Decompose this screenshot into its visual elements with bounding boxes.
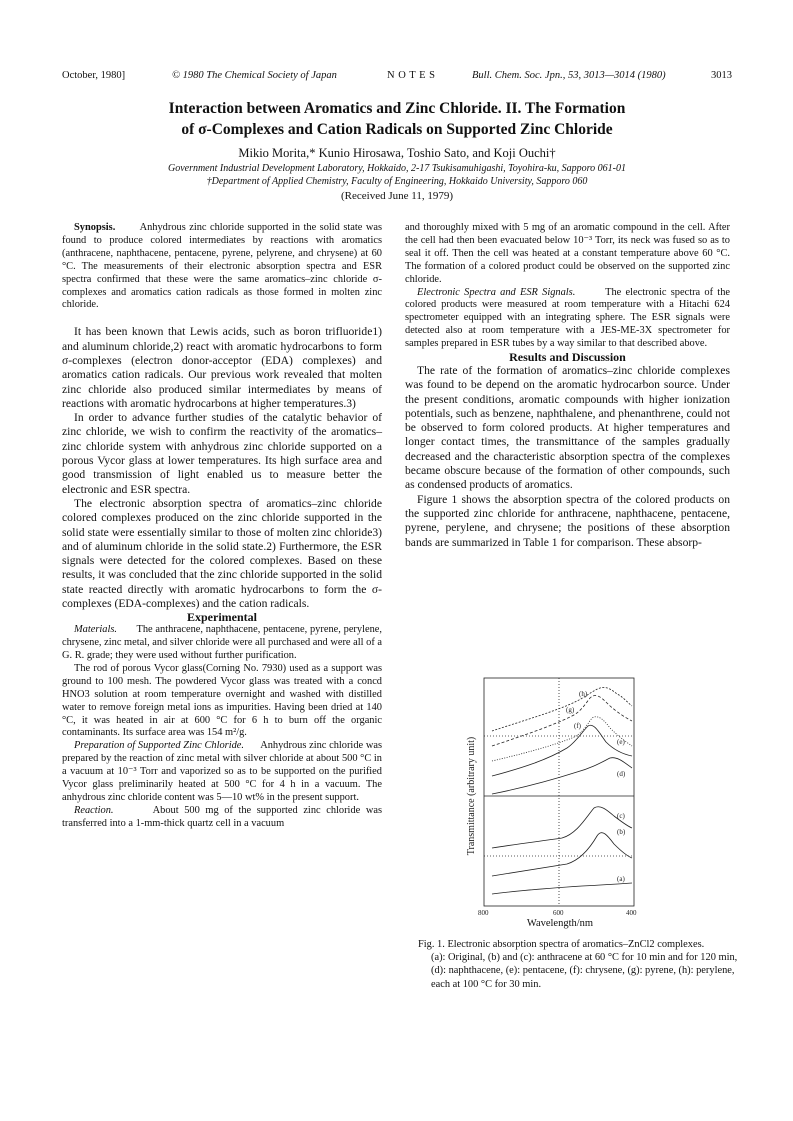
reaction-text: About 500 mg of the supported zinc chloride was transferred into a 1-mm-thick quartz cell in a vacuum [62, 804, 382, 829]
materials-text: The anthracene, naphthacene, pentacene, pyrene, perylene, chrysene, zinc metal, and silver chloride were all purchased and were all of a G. R. grade; they were used without further purification. [62, 624, 382, 661]
title-line-1: Interaction between Aromatics and Zinc Chloride. II. The Formation [168, 100, 626, 117]
synopsis-text: Anhydrous zinc chloride supported in the solid state was found to produce colored intermediates by reactions with aromatics (anthracene, naphthacene, pentacene, pyrene, pelyrene, and chrysene) at 60 °C. The measurements of their electronic absorption spectra and ESR spectra confirmed that these were the same aromatics–zinc chloride σ-complexes and aromatics cation radicals as those formed in molten zinc chloride. [62, 222, 382, 311]
header-journal: Bull. Chem. Soc. Jpn., 53, 3013—3014 (1980) [472, 70, 666, 81]
tick-400: 400 [626, 909, 637, 917]
caption-title: Fig. 1. Electronic absorption spectra of aromatics–ZnCl2 complexes. [418, 939, 705, 950]
header-section: N O T E S [387, 70, 436, 81]
intro-paragraph-3: The electronic absorption spectra of aromatics–zinc chloride colored complexes produced on the zinc chloride supported in the solid state were essentially similar to those of molten zinc chloride3) and of aluminum chloride in the solid state.2) Furthermore, the ESR signals were detected for the colored complexes. Based on these results, it was concluded that the zinc chloride supported in the solid state reacted directly with aromatic hydrocarbons to form the σ-complexes (EDA-complexes) and the cation radicals. [62, 496, 382, 610]
vycor-paragraph: The rod of porous Vycor glass(Corning No. 7930) used as a support was ground to 100 mesh. The powdered Vycor glass was treated with a concd HNO3 solution at room temperature overnight and washed with distilled water to remove foreign metal ions as impurities. Having been dried at 140 °C, it was heated in air at 600 °C for 6 h to burn off the organic contaminants. Its surface area was 154 m²/g. [62, 662, 382, 739]
affiliation-1: Government Industrial Development Laboratory, Hokkaido, 2-17 Tsukisamuhigashi, Toyohira-ku, Sapporo 061-01 [167, 163, 627, 174]
label-a: (a) [617, 875, 625, 883]
title-line-2: of σ-Complexes and Cation Radicals on Supported Zinc Chloride [181, 121, 613, 138]
tick-600: 600 [553, 909, 564, 917]
experimental-heading: Experimental [187, 610, 257, 625]
materials-label: Materials. [74, 624, 118, 636]
figure-1-spectra [462, 676, 656, 922]
curve-e [492, 725, 632, 776]
label-d: (d) [617, 770, 626, 778]
synopsis [62, 222, 382, 312]
label-e: (e) [617, 738, 625, 746]
caption-body: (a): Original, (b) and (c): anthracene at 60 °C for 10 min and for 120 min, (d): naphthacene, (e): pentacene, (f): chrysene, (g): pyrene, (h): perylene, each at 100 °C for 30 min. [431, 952, 738, 990]
paper-title [62, 98, 732, 140]
results-heading: Results and Discussion [509, 350, 626, 365]
running-header [62, 70, 732, 86]
curve-a [492, 883, 632, 894]
label-b: (b) [617, 828, 626, 836]
curve-g [492, 696, 632, 746]
right-column [405, 222, 730, 550]
y-axis-label: Transmittance (arbitrary unit) [466, 736, 477, 856]
label-f: (f) [574, 722, 581, 730]
curve-d [492, 758, 632, 794]
results-paragraph-1: The rate of the formation of aromatics–zinc chloride complexes was found to be depend on the aromatic hydrocarbon source. Under the present conditions, aromatic compounds with higher ionization potentials, such as benzene, naphthalene, and phenanthrene, could not be observed to form colored products. At higher temperatures and longer contact times, the transmittance of the samples gradually decreased and the characteristic absorption spectra of the complexes became obscure because of the formation of other compounds, such as condensed products of aromatics. [405, 363, 730, 492]
preparation-text: Anhydrous zinc chloride was prepared by the reaction of zinc metal with silver chloride at about 500 °C in a vacuum at 10⁻³ Torr and vaporized so as to be supported on the purified Vycor glass preliminarily heated at 500 °C for 4 h in a vacuum. The anhydrous zinc chloride content was 5—10 wt% in the present support. [62, 740, 382, 803]
left-column [62, 222, 382, 831]
preparation-paragraph [62, 740, 382, 805]
header-page-number: 3013 [711, 70, 732, 81]
reaction-continued: and thoroughly mixed with 5 mg of an aromatic compound in the cell. After the cell had then been evacuated below 10⁻³ Torr, its neck was fused so as to seal it off. Then the cell was heated at a constant temperature above 60 °C. The formation of a colored product could be observed on the supported zinc chloride. [405, 222, 730, 285]
authors: Mikio Morita,* Kunio Hirosawa, Toshio Sato, and Koji Ouchi† [238, 146, 556, 160]
materials-paragraph [62, 624, 382, 663]
received-date: (Received June 11, 1979) [340, 190, 453, 202]
intro-paragraph-1: It has been known that Lewis acids, such as boron trifluoride1) and aluminum chloride,2) react with aromatic hydrocarbons to form σ-complexes (electron donor-acceptor (EDA) complexes) and aromatics cation radicals. Our previous work revealed that molten zinc chloride also produced similar intermediates by means of reactions with aromatic hydrocarbons at higher temperatures.3) [62, 325, 382, 410]
curve-h [492, 687, 632, 731]
esr-text: The electronic spectra of the colored products were measured at room temperature with a Hitachi 624 spectrometer equipped with an integrating sphere. The ESR signals were detected also at room temperature with a JES-ME-3X spectrometer for samples prepared in ESR tubes by a way similar to that described above. [405, 286, 731, 350]
label-g: (g) [566, 706, 575, 714]
results-paragraph-2: Figure 1 shows the absorption spectra of the colored products on the supported zinc chloride for anthracene, naphthacene, pentacene, pyrene, perylene, and chrysene; the positions of these absorption bands are summarized in Table 1 for comparison. These absorp- [405, 492, 730, 549]
preparation-label: Preparation of Supported Zinc Chloride. [74, 740, 245, 752]
label-h: (h) [579, 690, 588, 698]
tick-800: 800 [478, 909, 489, 917]
header-date: October, 1980] [62, 70, 126, 81]
esr-paragraph [405, 287, 730, 352]
curve-c [492, 807, 632, 848]
label-c: (c) [617, 812, 625, 820]
x-axis-label: Wavelength/nm [526, 918, 594, 929]
esr-label: Electronic Spectra and ESR Signals. [417, 286, 576, 298]
affiliation-2: †Department of Applied Chemistry, Faculty of Engineering, Hokkaido University, Sapporo 060 [206, 176, 588, 187]
header-copyright: © 1980 The Chemical Society of Japan [172, 70, 337, 81]
curve-b [492, 833, 632, 876]
reaction-paragraph [62, 805, 382, 831]
synopsis-label: Synopsis. [74, 222, 116, 233]
intro-paragraph-2: In order to advance further studies of the catalytic behavior of zinc chloride, we wish to confirm the reactivity of the aromatics–zinc chloride system with anhydrous zinc chloride supported on a porous Vycor glass at lower temperatures. Its high surface area and good transmission of light enabled us to measure better the electronic and ESR spectra. [62, 411, 382, 496]
reaction-label: Reaction. [74, 804, 114, 816]
figure-caption [418, 938, 738, 991]
